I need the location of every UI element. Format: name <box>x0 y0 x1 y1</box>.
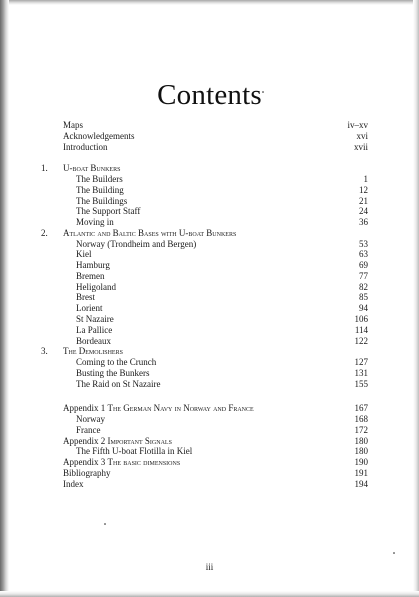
toc-entry-page: 53 <box>359 238 368 249</box>
toc-entry-label: La Pallice <box>76 324 113 335</box>
toc-entry-page: 190 <box>354 457 368 468</box>
scan-edge-bottom <box>0 591 419 597</box>
toc-entry-page: 168 <box>354 414 368 425</box>
toc-entry-page: 155 <box>354 378 368 389</box>
toc-entry-page: 122 <box>354 335 368 346</box>
toc-entry[interactable] <box>0 446 419 457</box>
toc-entry-label: Kiel <box>76 249 92 260</box>
toc-entry-page: 194 <box>354 478 368 489</box>
toc-entry-label: Bremen <box>76 270 105 281</box>
chapter-heading[interactable] <box>0 163 419 174</box>
toc-entry[interactable] <box>0 425 419 436</box>
page-folio: iii <box>205 562 214 572</box>
appendix-title <box>63 403 254 414</box>
toc-entry[interactable] <box>0 174 419 185</box>
appendix-name: Important Signals <box>107 435 172 446</box>
toc-entry-label: The Fifth U-boat Flotilla in Kiel <box>76 446 193 457</box>
appendix-prefix: Appendix 3 <box>63 457 108 468</box>
toc-entry-page: 180 <box>354 435 368 446</box>
toc-entry-label: Lorient <box>76 303 103 314</box>
toc-entry-page: 127 <box>354 357 368 368</box>
toc-entry[interactable] <box>0 479 419 490</box>
toc-entry-label: Norway <box>76 414 105 425</box>
toc-entry-page: 69 <box>359 260 368 271</box>
toc-entry[interactable] <box>0 120 419 131</box>
chapter-heading[interactable] <box>0 228 419 239</box>
toc-entry[interactable] <box>0 185 419 196</box>
toc-entry-label: Hamburg <box>76 260 110 271</box>
appendix-heading[interactable] <box>0 403 419 414</box>
toc-entry-page: 106 <box>354 314 368 325</box>
toc-entry-page: 114 <box>354 324 368 335</box>
scan-speck <box>104 523 106 525</box>
chapter-heading[interactable] <box>0 346 419 357</box>
toc-entry-label: Bibliography <box>63 467 111 478</box>
toc-entry-label: Maps <box>63 120 83 130</box>
toc-entry-page: 1 <box>363 174 368 185</box>
toc-entry-page: 36 <box>359 217 368 228</box>
toc-entry-page: iv–xv <box>347 120 368 130</box>
scan-speck <box>262 91 264 93</box>
toc-entry[interactable] <box>0 282 419 293</box>
appendix-heading[interactable] <box>0 436 419 447</box>
toc-entry-page: 180 <box>354 446 368 457</box>
toc-entry-label: St Nazaire <box>76 314 114 325</box>
toc-entry-label: Moving in <box>76 217 114 228</box>
toc-entry[interactable] <box>0 379 419 390</box>
chapter-number: 2. <box>41 227 48 238</box>
toc-entry-label: The Raid on St Nazaire <box>76 378 161 389</box>
appendix-name: The basic dimensions <box>107 457 181 468</box>
toc-entry-page: 77 <box>359 270 368 281</box>
toc-entry[interactable] <box>0 292 419 303</box>
toc-entry-page: 85 <box>359 292 368 303</box>
toc-entry[interactable] <box>0 206 419 217</box>
toc-entry[interactable] <box>0 357 419 368</box>
toc-entry-label: The Support Staff <box>76 206 141 217</box>
toc-entry[interactable] <box>0 336 419 347</box>
toc-entry-page: xvi <box>356 130 368 141</box>
toc-entry[interactable] <box>0 249 419 260</box>
toc-entry-label: Acknowledgements <box>63 130 135 141</box>
toc-entry-page: 94 <box>359 303 368 314</box>
toc-entry[interactable] <box>0 260 419 271</box>
toc-entry-page: 12 <box>359 184 368 195</box>
toc-entry[interactable] <box>0 196 419 207</box>
toc-entry-label: Coming to the Crunch <box>76 357 157 368</box>
toc-entry-page: 131 <box>354 367 368 378</box>
scan-edge-top <box>0 0 419 5</box>
toc-entry[interactable] <box>0 131 419 142</box>
toc-entry-label: The Buildings <box>76 195 128 206</box>
toc-entry[interactable] <box>0 239 419 250</box>
toc-entry-page: 82 <box>359 281 368 292</box>
toc-entry-label: France <box>76 424 101 435</box>
page-title: Contents <box>157 79 262 111</box>
toc-entry-page: 191 <box>354 467 368 478</box>
chapter-title: U-boat Bunkers <box>63 163 121 174</box>
chapter-title: Atlantic and Baltic Bases with U-boat Bunkers <box>63 227 237 238</box>
toc-entry-page: 21 <box>359 195 368 206</box>
toc-entry-page: 24 <box>359 206 368 217</box>
toc-entry-page: 172 <box>354 424 368 435</box>
toc-entry-page: 63 <box>359 249 368 260</box>
toc-entry[interactable] <box>0 217 419 228</box>
toc-entry[interactable] <box>0 368 419 379</box>
toc-entry-label: Introduction <box>63 141 108 152</box>
toc-entry[interactable] <box>0 271 419 282</box>
chapter-number: 3. <box>41 346 48 357</box>
appendix-prefix: Appendix 1 <box>63 403 108 414</box>
appendix-name: The German Navy in Norway and France <box>107 403 254 414</box>
toc-entry[interactable] <box>0 142 419 153</box>
toc-entry-label: The Building <box>76 184 124 195</box>
toc-entry-label: Brest <box>76 292 95 303</box>
toc-entry-label: Busting the Bunkers <box>76 367 150 378</box>
appendix-title <box>63 436 172 447</box>
chapter-title: The Demolishers <box>63 346 123 357</box>
toc-entry-label: Norway (Trondheim and Bergen) <box>76 238 197 249</box>
toc-entry-label: Bordeaux <box>76 335 111 346</box>
toc-entry[interactable] <box>0 414 419 425</box>
toc-entry-label: Heligoland <box>76 281 116 292</box>
appendix-prefix: Appendix 2 <box>63 435 108 446</box>
toc-entry[interactable] <box>0 325 419 336</box>
toc-entry-label: The Builders <box>76 174 123 185</box>
table-of-contents <box>0 120 419 490</box>
appendix-heading[interactable] <box>0 457 419 468</box>
toc-entry[interactable] <box>0 303 419 314</box>
appendix-title <box>63 457 180 468</box>
toc-entry-page: xvii <box>353 141 368 152</box>
toc-entry-page: 167 <box>354 403 368 414</box>
toc-entry[interactable] <box>0 314 419 325</box>
toc-entry-label: Index <box>63 478 84 489</box>
chapter-number: 1. <box>41 163 48 174</box>
scan-speck <box>393 552 395 554</box>
toc-entry[interactable] <box>0 468 419 479</box>
